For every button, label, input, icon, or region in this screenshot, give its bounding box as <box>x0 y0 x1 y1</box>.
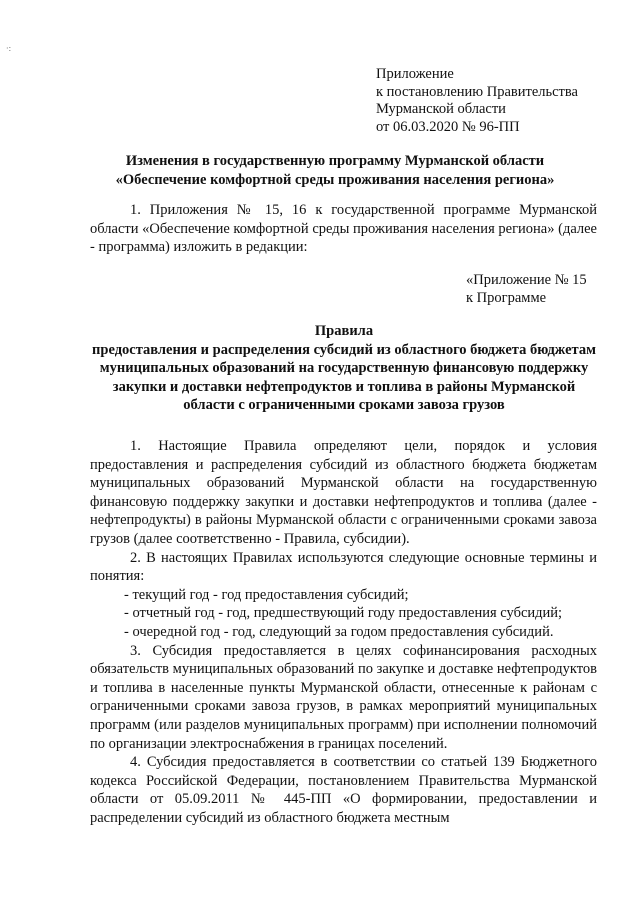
appendix-line-3: Мурманской области <box>376 101 506 117</box>
changes-title <box>100 152 570 190</box>
sub-appendix-line-2: к Программе <box>466 290 547 306</box>
rules-title-line-1: Правила <box>314 323 374 339</box>
changes-title-line-1: Изменения в государственную программу Мурманской области <box>125 153 545 169</box>
rules-paragraph-3: 3. Субсидия предоставляется в целях софинансирования расходных обязательств муниципальных образований по закупке и доставке нефтепродуктов и топлива в населенные пункты Мурманской области, отнесенные к районам с ограниченными сроками завоза грузов, в рамках мероприятий муниципальных программ (или разделов муниципальных программ) при исполнении полномочий по организации электроснабжения в границах поселений. <box>90 642 597 752</box>
sub-appendix-header <box>466 271 587 307</box>
appendix-line-2: к постановлению Правительства <box>376 83 578 100</box>
rules-paragraph-4: 4. Субсидия предоставляется в соответствии со статьей 139 Бюджетного кодекса Российской Федерации, постановлением Правительства Мурманской области от 05.09.2011 № 445-ПП «О формировании, предоставлении и распределении субсидий из областного бюджета местным <box>90 754 597 826</box>
sub-appendix-line-1: «Приложение № 15 <box>466 272 587 288</box>
appendix-line-1: Приложение <box>376 66 454 82</box>
scan-margin-mark: ·: <box>6 44 12 53</box>
rules-term-reporting-year: - отчетный год - год, предшествующий году предоставления субсидий; <box>124 605 563 622</box>
rules-term-current-year: - текущий год - год предоставления субсидий; <box>124 586 409 603</box>
changes-title-line-2: «Обеспечение комфортной среды проживания населения региона» <box>115 172 555 188</box>
rules-term-next-year: - очередной год - год, следующий за годом предоставления субсидий. <box>124 623 554 640</box>
appendix-header <box>376 66 578 136</box>
rules-title <box>88 322 600 415</box>
rules-body <box>90 437 597 827</box>
rules-paragraph-2: 2. В настоящих Правилах используются следующие основные термины и понятия: <box>90 549 597 585</box>
paragraph-1: 1. Приложения № 15, 16 к государственной программе Мурманской области «Обеспечение комфортной среды проживания населения региона» (далее - программа) изложить в редакции: <box>90 202 597 255</box>
appendix-line-4: от 06.03.2020 № 96-ПП <box>376 118 520 135</box>
rules-title-line-2: предоставления и распределения субсидий из областного бюджета бюджетам муниципальных образований на государственную финансовую поддержку закупки и доставки нефтепродуктов и топлива в районы Мурманской области с ограниченными сроками завоза грузов <box>92 341 596 413</box>
rules-paragraph-1: 1. Настоящие Правила определяют цели, порядок и условия предоставления и распределения субсидий из областного бюджета бюджетам муниципальных образований Мурманской области на государственную финансовую поддержку закупки и доставки нефтепродуктов и топлива (далее - нефтепродукты) в районы Мурманской области с ограниченными сроками завоза грузов (далее соответственно - Правила, субсидии). <box>90 438 597 547</box>
